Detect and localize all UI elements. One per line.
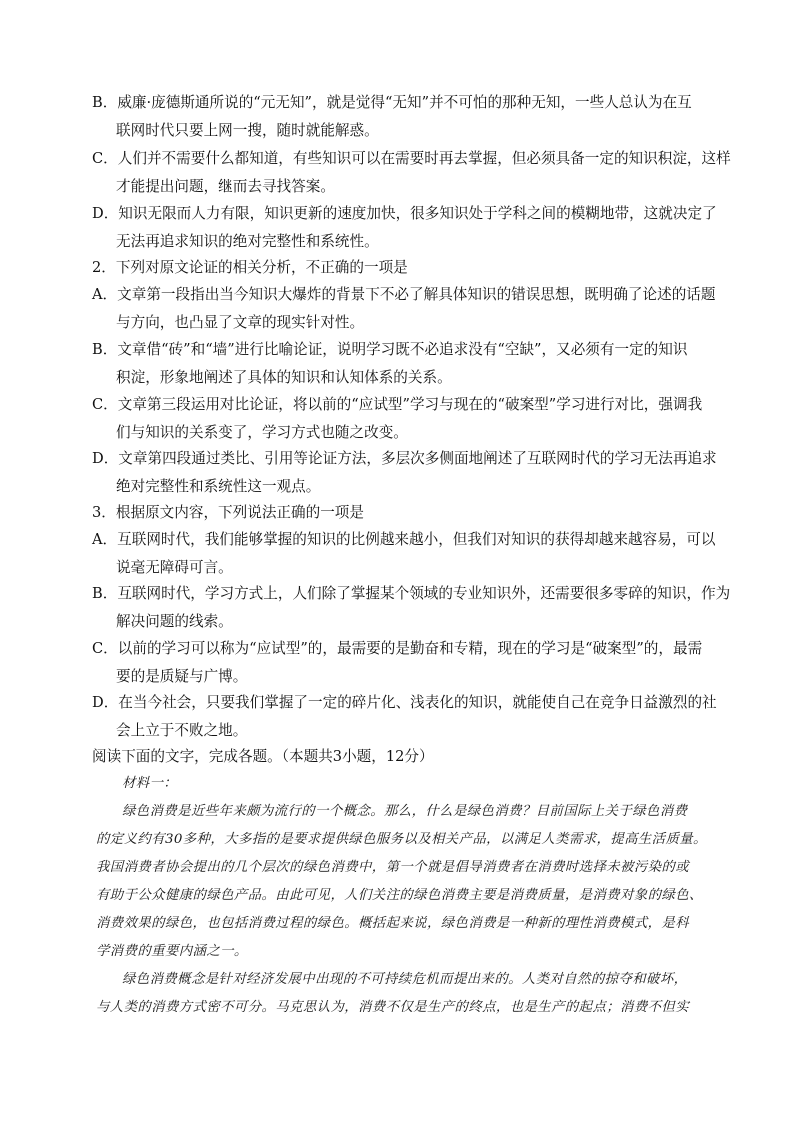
- option-line: D．文章第四段通过类比、引用等论证方法，多层次多侧面地阐述了互联网时代的学习无法再追求: [92, 450, 717, 467]
- option-line: B．威廉·庞德斯通所说的“元无知”，就是觉得“无知”并不可怕的那种无知，一些人总认为在互: [92, 94, 692, 111]
- option-line: 联网时代只要上网一搜，随时就能解惑。: [116, 122, 379, 139]
- option-line: 才能提出问题，继而去寻找答案。: [116, 178, 335, 195]
- material-line: 消费效果的绿色，也包括消费过程的绿色。概括起来说，绿色消费是一种新的理性消费模式，是科: [96, 916, 689, 931]
- option-line: B．互联网时代，学习方式上，人们除了掌握某个领域的专业知识外，还需要很多零碎的知识，作为: [92, 585, 731, 602]
- q3-option-b[interactable]: [92, 580, 731, 636]
- q3-option-a[interactable]: [92, 526, 716, 582]
- option-line: C．文章第三段运用对比论证，将以前的“应试型”学习与现在的“破案型”学习进行对比，强调我: [92, 396, 703, 413]
- option-line: C．以前的学习可以称为“应试型”的，最需要的是勤奋和专精，现在的学习是“破案型”的，最需: [92, 640, 703, 657]
- option-line: 解决问题的线索。: [116, 613, 233, 630]
- option-line: 积淀，形象地阐述了具体的知识和认知体系的关系。: [116, 369, 452, 386]
- option-line: D．在当今社会，只要我们掌握了一定的碎片化、浅表化的知识，就能使自己在竞争日益激烈的社: [92, 694, 717, 711]
- option-line: 会上立于不败之地。: [116, 722, 248, 739]
- material-line: 有助于公众健康的绿色产品。由此可见，人们关注的绿色消费主要是消费质量，是消费对象的绿色、: [96, 888, 703, 903]
- option-line: A．文章第一段指出当今知识大爆炸的背景下不必了解具体知识的错误思想，既明确了论述的话题: [92, 286, 716, 303]
- material-line: 绿色消费是近些年来颇为流行的一个概念。那么，什么是绿色消费？目前国际上关于绿色消费: [122, 804, 688, 819]
- material-label: 材料一：: [122, 776, 178, 791]
- question-2-stem: 2．下列对原文论证的相关分析，不正确的一项是: [92, 259, 408, 276]
- material-line: 的定义约有30多种，大多指的是要求提供绿色服务以及相关产品，以满足人类需求，提高生活质量。: [96, 832, 707, 847]
- section-intro: 阅读下面的文字，完成各题。（本题共3小题，12分）: [92, 748, 434, 765]
- material-line: 与人类的消费方式密不可分。马克思认为，消费不仅是生产的终点，也是生产的起点；消费不但实: [96, 1000, 689, 1015]
- q3-option-d[interactable]: [92, 689, 717, 745]
- option-line: A．互联网时代，我们能够掌握的知识的比例越来越小，但我们对知识的获得却越来越容易，可以: [92, 531, 716, 548]
- option-line: 们与知识的关系变了，学习方式也随之改变。: [116, 424, 408, 441]
- material-line: 学消费的重要内涵之一。: [96, 944, 248, 959]
- material-line: 绿色消费概念是针对经济发展中出现的不可持续危机而提出来的。人类对自然的掠夺和破坏，: [122, 972, 688, 987]
- option-line: 绝对完整性和系统性这一观点。: [116, 478, 321, 495]
- option-line: 与方向，也凸显了文章的现实针对性。: [116, 314, 365, 331]
- option-line: D．知识无限而人力有限，知识更新的速度加快，很多知识处于学科之间的模糊地带，这就决定了: [92, 205, 717, 222]
- option-line: B．文章借“砖”和“墙”进行比喻论证，说明学习既不必追求没有“空缺”，又必须有一定的知识: [92, 341, 688, 358]
- q3-option-c[interactable]: [92, 635, 704, 691]
- material-line: 我国消费者协会提出的几个层次的绿色消费中，第一个就是倡导消费者在消费时选择未被污染的或: [96, 860, 689, 875]
- q2-option-b[interactable]: [92, 336, 704, 392]
- option-line: 说毫无障碍可言。: [116, 559, 233, 576]
- q1-option-c[interactable]: [92, 145, 731, 201]
- option-line: C．人们并不需要什么都知道，有些知识可以在需要时再去掌握，但必须具备一定的知识积淀，这样: [92, 150, 731, 167]
- q1-option-b[interactable]: [92, 89, 704, 145]
- option-line: 无法再追求知识的绝对完整性和系统性。: [116, 233, 379, 250]
- option-line: 要的是质疑与广博。: [116, 668, 248, 685]
- q2-option-a[interactable]: [92, 281, 716, 337]
- q2-option-d[interactable]: [92, 445, 717, 501]
- q1-option-d[interactable]: [92, 200, 717, 256]
- q2-option-c[interactable]: [92, 391, 704, 447]
- question-3-stem: 3．根据原文内容，下列说法正确的一项是: [92, 504, 364, 521]
